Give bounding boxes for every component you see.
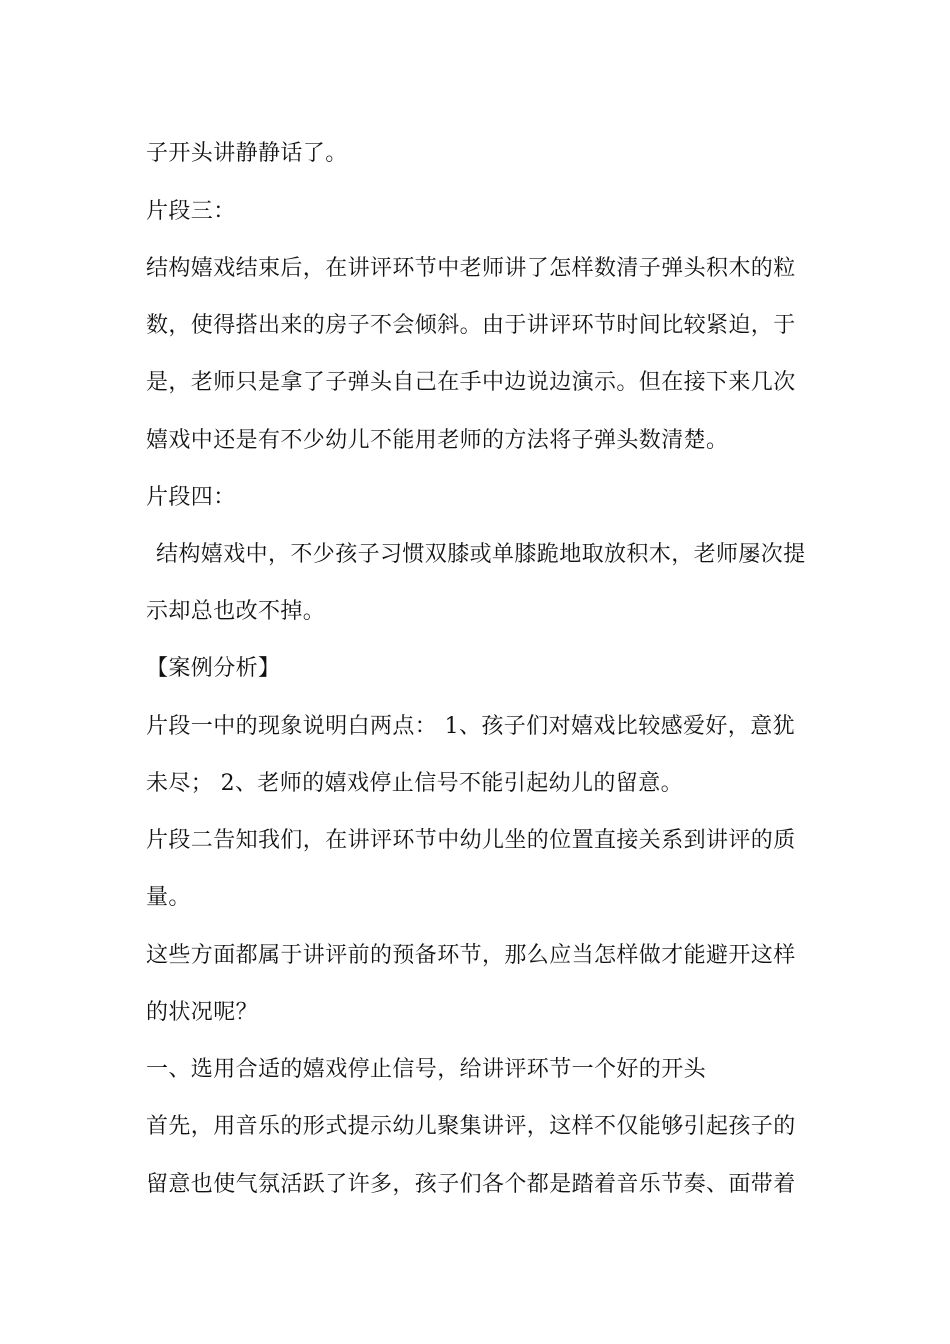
text-line: 子开头讲静静话了。 <box>146 141 348 166</box>
text-line: 量。 <box>146 885 191 910</box>
text-line: 这些方面都属于讲评前的预备环节，那么应当怎样做才能避开这样 <box>146 943 796 968</box>
section-heading: 片段三： <box>146 199 236 224</box>
section-heading: 片段四： <box>146 485 236 510</box>
text-line: 片段一中的现象说明白两点： 1、孩子们对嬉戏比较感爱好，意犹 <box>146 714 795 739</box>
text-line: 结构嬉戏中，不少孩子习惯双膝或单膝跪地取放积木，老师屡次提 <box>156 542 806 567</box>
text-line: 示却总也改不掉。 <box>146 599 326 624</box>
text-line: 片段二告知我们，在讲评环节中幼儿坐的位置直接关系到讲评的质 <box>146 828 796 853</box>
section-heading: 一、选用合适的嬉戏停止信号，给讲评环节一个好的开头 <box>146 1057 707 1082</box>
text-line: 数，使得搭出来的房子不会倾斜。由于讲评环节时间比较紧迫，于 <box>146 313 796 338</box>
text-line: 留意也使气氛活跃了许多，孩子们各个都是踏着音乐节奏、面带着 <box>146 1172 796 1197</box>
section-heading: 【案例分析】 <box>146 656 281 681</box>
text-line: 首先，用音乐的形式提示幼儿聚集讲评，这样不仅能够引起孩子的 <box>146 1114 796 1139</box>
text-line: 的状况呢？ <box>146 1000 259 1025</box>
text-line: 是，老师只是拿了子弹头自己在手中边说边演示。但在接下来几次 <box>146 370 796 395</box>
text-line: 未尽； 2、老师的嬉戏停止信号不能引起幼儿的留意。 <box>146 771 683 796</box>
text-line: 结构嬉戏结束后，在讲评环节中老师讲了怎样数清子弹头积木的粒 <box>146 256 796 281</box>
text-line: 嬉戏中还是有不少幼儿不能用老师的方法将子弹头数清楚。 <box>146 428 729 453</box>
